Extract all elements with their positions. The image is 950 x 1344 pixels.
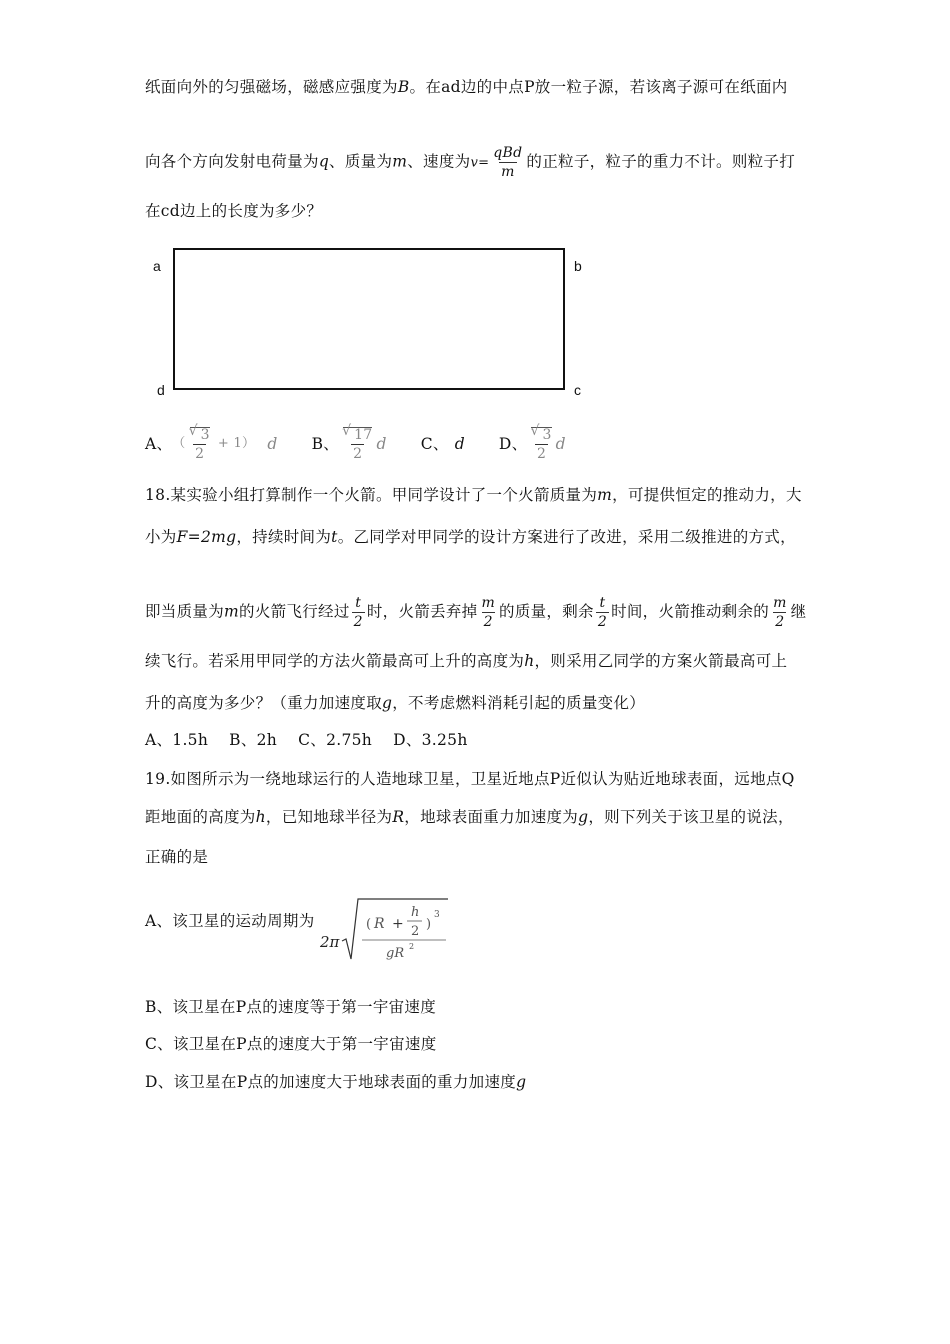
q17-line-2 [145, 146, 795, 179]
formula-exp: 3 [434, 910, 440, 920]
q18-text: 即当质量为 [145, 602, 225, 621]
q19-text: 距地面的高度为 [145, 808, 256, 826]
corner-label-d: d [157, 382, 165, 398]
fraction-denominator: 2 [775, 614, 785, 630]
formula-open-paren: ( [366, 917, 372, 932]
formula-h: h [411, 905, 420, 920]
q19-option-text: D、该卫星在P点的加速度大于地球表面的重力加速度 [145, 1073, 517, 1091]
var-d: d [454, 435, 465, 453]
q17-line-1 [145, 76, 788, 98]
fraction-t-over-2 [352, 596, 365, 629]
q18-line-1 [145, 484, 802, 506]
option-label: A、 [145, 435, 173, 453]
var-h: h [255, 808, 266, 826]
fraction-m-over-2 [771, 596, 789, 629]
var-m: m [597, 486, 613, 504]
var-g: g [382, 694, 393, 712]
q18-text: 时间，火箭推动剩余的 [611, 602, 770, 621]
sqrt-radicand: √ 17 [343, 427, 372, 442]
fraction-denominator: 2 [353, 446, 363, 462]
q19-text: ，地球表面重力加速度为 [404, 808, 579, 826]
formula-F: F=2mg [176, 528, 237, 546]
q17-option-d [499, 424, 566, 464]
q19-line-3 [145, 846, 208, 868]
q17-text: 纸面向外的匀强磁场，磁感应强度为 [145, 78, 398, 96]
q17-text: 、速度为 [407, 152, 471, 171]
q18-text: 18.某实验小组打算制作一个火箭。甲同学设计了一个火箭质量为 [145, 486, 598, 504]
var-B: B [397, 78, 410, 96]
q19-text: ，则下列关于该卫星的说法， [588, 808, 794, 826]
velocity-fraction [491, 146, 524, 179]
var-v: v= [470, 155, 490, 171]
q18-text: ，则采用乙同学的方案火箭最高可上 [534, 652, 788, 670]
fraction-denominator: 2 [483, 614, 493, 630]
fraction-numerator: m [481, 595, 496, 611]
formula-plus: + [392, 916, 404, 932]
q18-text: 。乙同学对甲同学的设计方案进行了改进，采用二级推进的方式， [337, 528, 796, 546]
q18-options-text: A、1.5h B、2h C、2.75h D、3.25h [145, 731, 468, 749]
fraction-m-over-2 [479, 596, 497, 629]
fraction-denominator: 2 [353, 614, 363, 630]
q17-option-a [145, 424, 278, 464]
sqrt17-over-2 [341, 427, 374, 461]
rectangle-abcd [173, 248, 565, 390]
formula-close-paren: ) [426, 917, 432, 932]
fraction-denominator: 2 [536, 446, 547, 462]
option-label: C、 [420, 435, 449, 453]
q18-line-4 [145, 650, 787, 672]
q19-option-b [145, 996, 436, 1018]
fraction-numerator: qBd [493, 145, 523, 161]
var-d: d [555, 435, 566, 453]
var-t: t [331, 528, 338, 546]
formula-R: R [374, 916, 385, 932]
q19-option-text: B、该卫星在P点的速度等于第一宇宙速度 [145, 998, 437, 1016]
sqrt-radicand: √ 3 [531, 427, 551, 442]
q19-text: 19.如图所示为一绕地球运行的人造地球卫星，卫星近地点P近似认为贴近地球表面，远地点Q [145, 770, 795, 788]
q17-text: 在cd边上的长度为多少？ [145, 202, 323, 220]
q17-option-b [312, 424, 387, 464]
var-g: g [578, 808, 589, 826]
q19-text: ，已知地球半径为 [265, 808, 393, 826]
var-d: d [267, 435, 278, 453]
fraction-denominator: 2 [195, 446, 205, 462]
formula-2pi: 2π [320, 933, 340, 951]
period-formula [318, 895, 458, 965]
formula-2: 2 [411, 924, 420, 939]
q19-option-a [145, 910, 315, 932]
formula-denominator: gR [386, 946, 405, 961]
sqrt3-over-2 [188, 427, 212, 461]
fraction-numerator: t [599, 595, 606, 611]
fraction-denominator: m [501, 164, 515, 180]
rectangle-diagram [150, 248, 590, 408]
var-m: m [224, 602, 240, 621]
q19-line-1 [145, 768, 795, 790]
sqrt3-over-2 [529, 427, 553, 461]
q19-line-2 [145, 806, 794, 828]
q19-option-c [145, 1033, 437, 1055]
var-R: R [392, 808, 405, 826]
q18-text: 续飞行。若采用甲同学的方法火箭最高可上升的高度为 [145, 652, 525, 670]
q19-option-text: A、该卫星的运动周期为 [145, 912, 315, 930]
q18-options [145, 729, 468, 751]
var-g: g [516, 1073, 527, 1091]
q19-option-text: C、该卫星在P点的速度大于第一宇宙速度 [145, 1035, 437, 1053]
var-d: d [376, 435, 387, 453]
var-h: h [524, 652, 535, 670]
option-label: B、 [311, 435, 340, 453]
fraction-numerator: m [773, 595, 787, 611]
q18-text: 小为 [145, 528, 177, 546]
q18-text: 的火箭飞行经过 [239, 602, 350, 621]
q18-text: 继 [790, 602, 807, 621]
q17-option-c [421, 424, 465, 464]
q17-text: 向各个方向发射电荷量为 [145, 152, 319, 171]
q18-line-3 [145, 596, 806, 629]
fraction-t-over-2 [596, 596, 609, 629]
q17-text: 。在ad边的中点P放一粒子源，若该离子源可在纸面内 [409, 78, 788, 96]
var-q: q [318, 152, 330, 171]
q18-text: 升的高度为多少？（重力加速度取 [145, 694, 383, 712]
q18-text: ，可提供恒定的推动力，大 [612, 486, 802, 504]
q18-text: ，不考虑燃料消耗引起的质量变化） [392, 694, 646, 712]
fraction-numerator: t [355, 595, 362, 611]
q19-option-d [145, 1071, 526, 1093]
q17-text: 的正粒子，粒子的重力不计。则粒子打 [526, 152, 796, 171]
q17-options [145, 424, 600, 464]
q18-text: 时，火箭丢弃掉 [366, 602, 478, 621]
q19-text: 正确的是 [145, 848, 209, 866]
corner-label-b: b [574, 258, 582, 274]
q18-line-2 [145, 526, 796, 548]
q18-line-5 [145, 692, 645, 714]
option-label: D、 [498, 435, 528, 453]
paren: （ [172, 436, 186, 451]
corner-label-c: c [574, 382, 581, 398]
formula-den-exp: 2 [409, 942, 415, 951]
sqrt-radicand: √ 3 [190, 427, 210, 442]
plus-one: + 1） [217, 436, 256, 451]
var-m: m [392, 152, 408, 171]
fraction-denominator: 2 [597, 614, 608, 630]
q18-text: 的质量，剩余 [499, 602, 594, 621]
q18-text: ，持续时间为 [236, 528, 332, 546]
q17-text: 、质量为 [329, 152, 393, 171]
q17-line-3 [145, 200, 322, 222]
corner-label-a: a [153, 258, 161, 274]
